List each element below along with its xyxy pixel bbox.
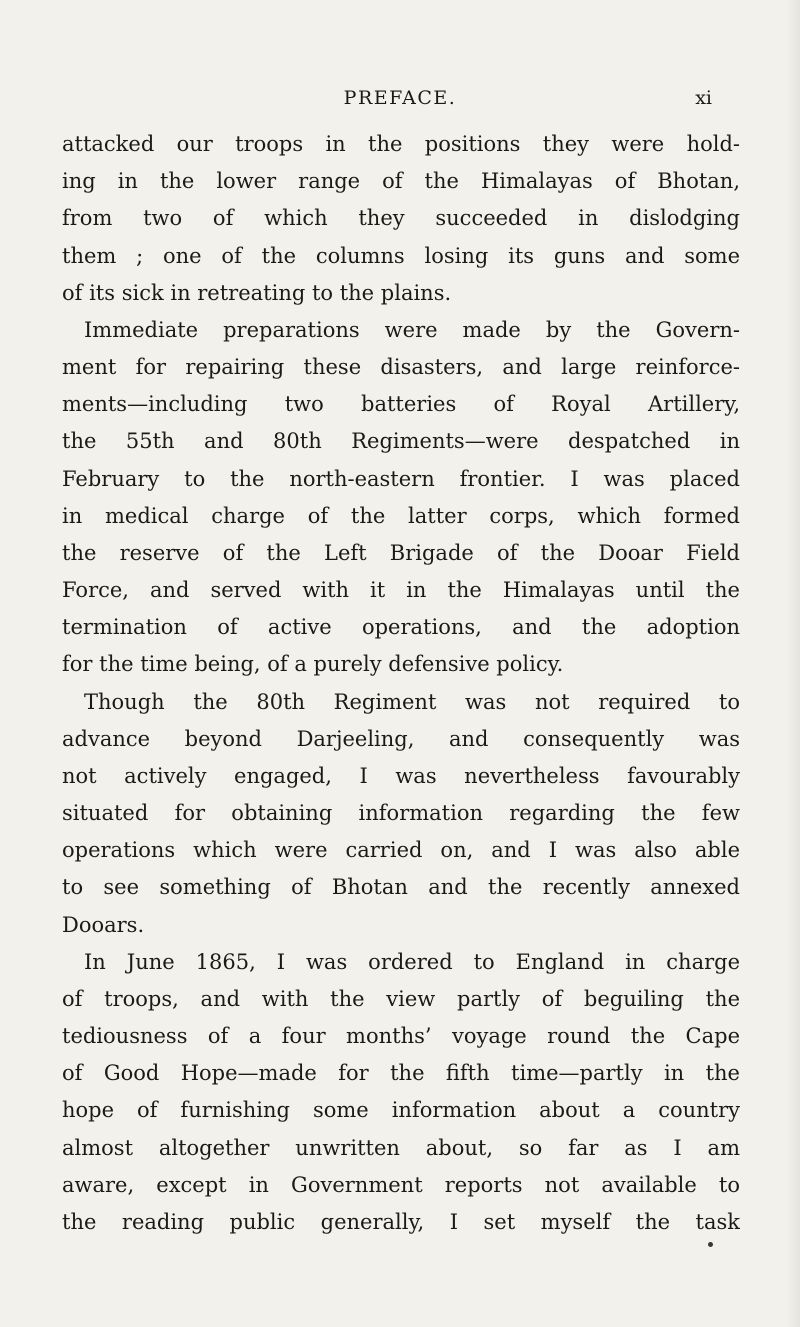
text-line: ments—including two batteries of Royal Artillery, [62,392,740,417]
text-line: for the time being, of a purely defensive policy. [62,652,564,677]
text-line: of troops, and with the view partly of beguiling the [62,986,740,1011]
text-line: of its sick in retreating to the plains. [62,280,452,305]
text-line: of Good Hope—made for the fifth time—partly in the [62,1061,740,1086]
text-line: attacked our troops in the positions they were hold- [62,132,740,156]
text-line: them ; one of the columns losing its guns and some [62,243,740,268]
text-line: to see something of Bhotan and the recently annexed [62,875,740,900]
text-line: the reading public generally, I set myself the task [62,1209,740,1234]
text-line: In June 1865, I was ordered to England in charge [84,949,740,974]
text-line: hope of furnishing some information about a country [62,1098,740,1123]
text-line: the 55th and 80th Regiments—were despatched in [62,429,740,454]
text-line: Though the 80th Regiment was not required to [84,689,740,714]
text-line: advance beyond Darjeeling, and consequently was [62,726,740,751]
page-edge-shadow [786,0,800,1327]
page-number: xi [695,87,712,109]
text-line: February to the north-eastern frontier. I was placed [62,466,740,491]
text-line: operations which were carried on, and I was also able [62,838,740,863]
text-line: the reserve of the Left Brigade of the Dooar Field [62,540,740,565]
text-line: from two of which they succeeded in dislodging [62,206,740,231]
text-line: almost altogether unwritten about, so far as I am [62,1135,740,1160]
text-line: in medical charge of the latter corps, which formed [62,503,740,528]
text-line: Immediate preparations were made by the Govern- [84,317,740,342]
running-title: PREFACE. [343,87,457,109]
text-line: ment for repairing these disasters, and large reinforce- [62,355,740,380]
text-line: not actively engaged, I was nevertheless favourably [62,763,740,788]
text-line: termination of active operations, and the adoption [62,615,740,640]
text-line: situated for obtaining information regarding the few [62,801,740,826]
ink-speck [708,1242,713,1247]
text-line: Force, and served with it in the Himalayas until the [62,578,740,603]
body-text [62,126,740,1241]
text-line: Dooars. [62,912,145,937]
text-line: aware, except in Government reports not available to [62,1172,740,1197]
running-head [0,87,800,117]
text-line: tediousness of a four months’ voyage round the Cape [62,1024,740,1049]
text-line: ing in the lower range of the Himalayas of Bhotan, [62,169,740,194]
